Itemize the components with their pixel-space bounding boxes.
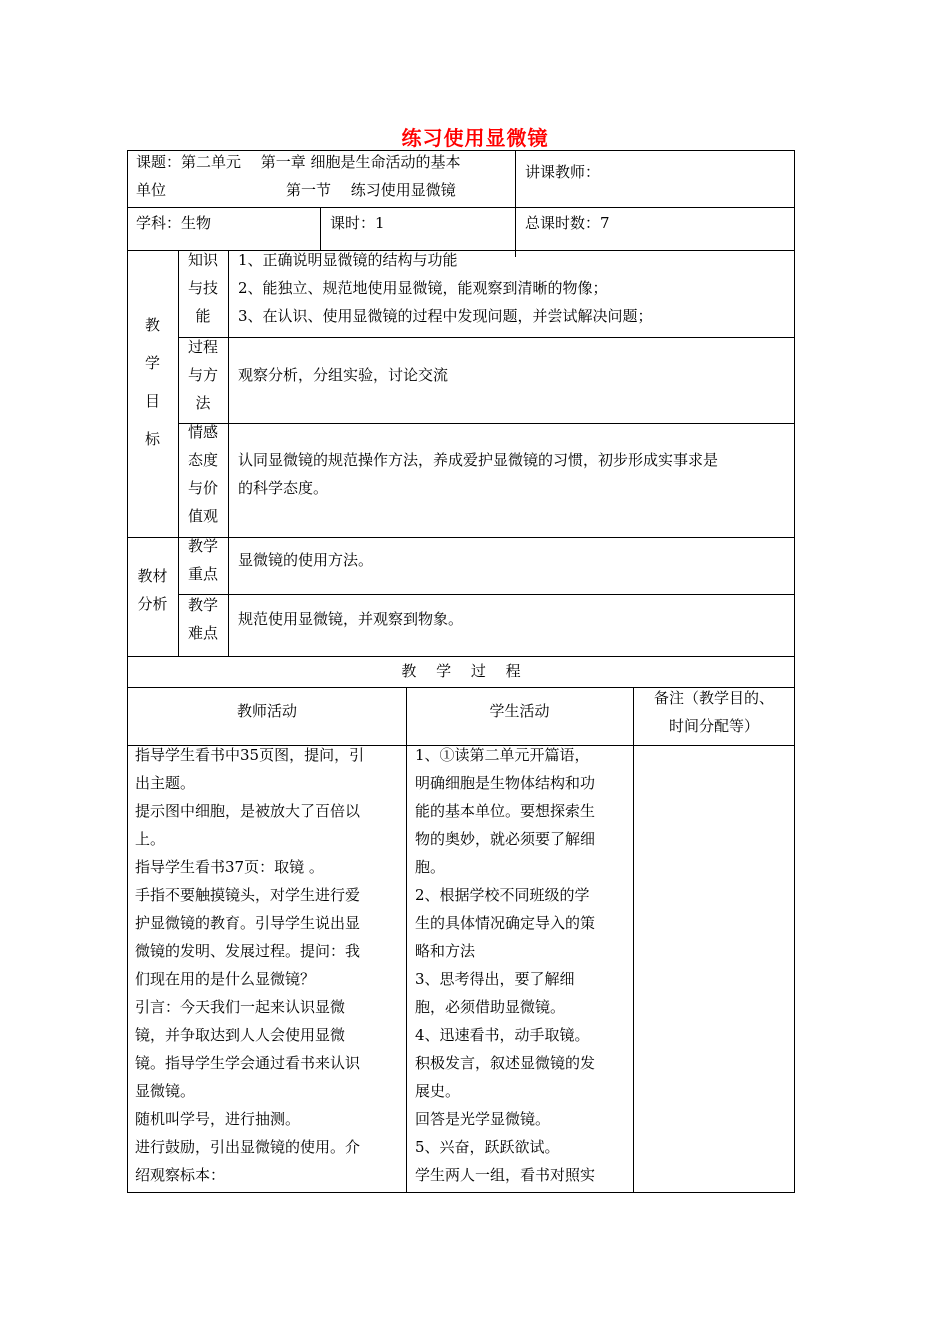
document-title: 练习使用显微镜 [401,126,549,150]
student-line: 5、兴奋，跃跃欲试。 [415,1138,560,1156]
student-line: 3、思考得出，要了解细 [415,970,575,988]
student-line: 4、迅速看书，动手取镜。 [415,1026,590,1044]
total-periods-label: 总课时数：7 [525,214,610,232]
teacher-label: 讲课教师： [525,163,601,181]
difficulty-label: 教学 难点 [187,596,218,642]
teacher-line: 出主题。 [135,774,196,792]
teacher-line: 护显微镜的教育。引导学生说出显 [135,914,361,932]
process-label: 过程 与方 法 [187,338,218,412]
key-point-label: 教学 重点 [187,537,218,583]
analysis-group-label: 教材 分析 [137,567,168,613]
student-line: 胞，必须借助显微镜。 [415,998,566,1016]
teacher-line: 指导学生看书中35页图，提问，引 [135,746,365,764]
student-line: 2、根据学校不同班级的学 [415,886,590,904]
student-activity-list [415,741,631,1189]
teacher-line: 随机叫学号，进行抽测。 [135,1110,301,1128]
knowledge-item: 2、能独立、规范地使用显微镜，能观察到清晰的物像； [238,279,608,297]
notes-header: 备注（教学目的、 时间分配等） [653,689,774,735]
process-section-title: 教 学 过 程 [401,662,521,680]
student-line: 略和方法 [415,942,476,960]
emotion-text: 认同显微镜的规范操作方法，养成爱护显微镜的习惯，初步形成实事求是 的科学态度。 [238,451,719,497]
student-line: 能的基本单位。要想探索生 [415,802,596,820]
teacher-line: 们现在用的是什么显微镜？ [135,970,316,988]
teacher-line: 手指不要触摸镜头，对学生进行爱 [135,886,361,904]
student-line: 回答是光学显微镜。 [415,1110,551,1128]
key-point-text: 显微镜的使用方法。 [238,551,374,569]
knowledge-items [238,246,653,330]
topic-line-2-left: 单位 [136,181,167,199]
student-line: 1、①读第二单元开篇语， [415,746,590,764]
student-line: 积极发言，叙述显微镜的发 [415,1054,596,1072]
objectives-group-label: 教 学 目 标 [144,316,160,448]
teacher-activity-list [135,741,403,1189]
teacher-line: 绍观察标本： [135,1166,226,1184]
student-line: 物的奥妙，就必须要了解细 [415,830,596,848]
period-label: 课时：1 [330,214,385,232]
topic-line-2-right: 第一节 练习使用显微镜 [286,181,456,199]
teacher-line: 指导学生看书37页：取镜 。 [135,858,324,876]
knowledge-label: 知识 与技 能 [187,251,218,325]
student-line: 明确细胞是生物体结构和功 [415,774,596,792]
teacher-line: 进行鼓励，引出显微镜的使用。介 [135,1138,361,1156]
teacher-activity-header: 教师活动 [236,702,297,720]
teacher-line: 显微镜。 [135,1082,196,1100]
emotion-label: 情感 态度 与价 值观 [187,423,218,525]
topic-cell [136,148,511,204]
student-line: 胞。 [415,858,446,876]
knowledge-item: 1、正确说明显微镜的结构与功能 [238,251,458,269]
teacher-line: 引言：今天我们一起来认识显微 [135,998,346,1016]
student-activity-header: 学生活动 [489,702,550,720]
subject-label: 学科：生物 [136,214,212,232]
student-line: 展史。 [415,1082,461,1100]
difficulty-text: 规范使用显微镜，并观察到物象。 [238,610,464,628]
teacher-line: 提示图中细胞，是被放大了百倍以 [135,802,361,820]
process-text: 观察分析，分组实验，讨论交流 [238,366,449,384]
knowledge-item: 3、在认识、使用显微镜的过程中发现问题，并尝试解决问题； [238,307,653,325]
teacher-line: 上。 [135,830,166,848]
student-line: 生的具体情况确定导入的策 [415,914,596,932]
teacher-line: 镜，并争取达到人人会使用显微 [135,1026,346,1044]
teacher-line: 微镜的发明、发展过程。提问：我 [135,942,361,960]
topic-line-1: 课题：第二单元 第一章 细胞是生命活动的基本 [136,153,461,171]
teacher-line: 镜。指导学生学会通过看书来认识 [135,1054,361,1072]
student-line: 学生两人一组，看书对照实 [415,1166,596,1184]
